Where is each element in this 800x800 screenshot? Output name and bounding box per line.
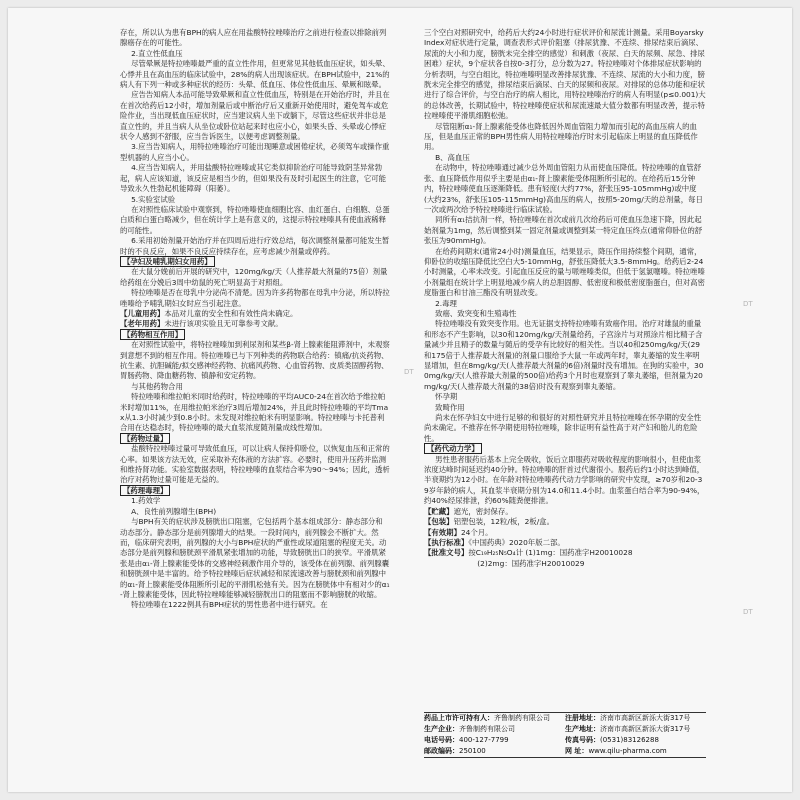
- paragraph: 在对照性临床试验中观察到，特拉唑嗪使血细胞比容、血红蛋白、白细胞、总蛋白质和白蛋白略减少，但在统计学上是有意义的，这提示特拉唑嗪具有使血液稀释的可能性。: [120, 204, 390, 235]
- heading-label: 【孕妇及哺乳期妇女用药】: [120, 256, 215, 267]
- paragraph: 在对照性试验中，将特拉唑嗪加到利尿剂和某些β-肾上腺素能阻滞剂中，未观察到意想不到的相互作用。特拉唑嗪已与下列种类的药物联合给药：镇痛/抗炎药物、抗生素、抗胆碱能/拟交感神经药物、抗痛风药物、心血管药物、皮质类固醇药物、胃肠药物、降血糖药物、镇静和安定药物。: [120, 340, 390, 381]
- paragraph: 3.应当告知病人，用特拉唑嗪治疗可能出现睡意或困倦症状，必须驾车或操作重型机器的人应当小心。: [120, 142, 390, 162]
- phone-field: [424, 735, 565, 746]
- leaflet-sheet: [8, 8, 792, 792]
- paragraph: 男性患者服药后基本上完全吸收，饭后立即服药对吸收程度的影响很小，但使血浆浓度达峰时间延迟约40分钟。特拉唑嗪的肝首过代谢很小。服药后约1小时达到峰值，半衰期约为12小时。在年龄对特拉唑嗪药代动力学影响的研究中发现，≥70岁和20-39岁年龄的病人，其血浆半衰期分别为14.0和11.4小时。血浆蛋白结合率为90-94%，约40%经尿排泄，约60%随粪便排泄。: [424, 454, 705, 506]
- paragraph: 盐酸特拉唑嗪过量可导致低血压，可以让病人保持仰卧位，以恢复血压和正常的心率。如果该方法无效，应采取补充体液的方法扩容。必要时，使用升压药并监测和维持肾功能。实验室数据表明，特拉唑嗪的血浆结合率为90～94%；因此，透析治疗对药物过量可能是无益的。: [120, 444, 390, 485]
- section-heading-pharmacokinetics: [424, 444, 706, 454]
- subheading-hypotension: 2.直立性低血压: [131, 48, 183, 58]
- heading-storage: 【贮藏】: [424, 506, 454, 516]
- paragraph: 6.采用初始剂量开始治疗并在四周后进行疗效总结，每次调整剂量都可能发生暂时的不良反应，如果不良反应持续存在，应考虑减少剂量或停药。: [120, 236, 390, 256]
- phone-value: 400-127-7799: [459, 736, 509, 744]
- paragraph: 与BPH有关的症状涉及膀胱出口阻塞，它包括两个基本组成部分：静态部分和动态部分。静态部分是前列腺增大的结果。一段时间内，前列腺会不断扩大。然而，临床研究表明，前列腺的大小与BPH症状的严重性或尿道阻塞的程度无关。动态部分是前列腺和膀胱颈平滑肌紧张增加的功能，导致膀胱出口的狭窄。平滑肌紧张是由α₁-肾上腺素能受体的交感神经刺激作用介导的，该受体在前列腺、前列腺囊和膀胱颈中是丰富的。给予特拉唑嗪后症状减轻和尿流速改善与膀胱颈和前列腺中的α₁-肾上腺素能受体阻断所引起的平滑肌松弛有关。因为在膀胱体中有相对少的α₁-肾上腺素能受体，因此特拉唑嗪能够减轻膀胱出口的阻塞而不影响膀胱的收缩。: [120, 517, 390, 599]
- website-field: [565, 746, 706, 757]
- fax-field: [565, 735, 706, 746]
- scan-mark: DT: [743, 608, 753, 616]
- section-heading-interactions: [120, 330, 390, 340]
- scan-mark: DT: [743, 300, 753, 308]
- prod-address-label: 生产地址：: [565, 725, 600, 733]
- subheading-bph: A、良性前列腺增生(BPH): [131, 506, 217, 516]
- reg-address-label: 注册地址：: [565, 714, 600, 722]
- subheading-carcinogenesis: 致癌、致突变和生殖毒性: [435, 308, 517, 318]
- left-column: [120, 28, 390, 611]
- storage-text: 遮光，密封保存。: [453, 506, 513, 516]
- prod-address-value: 济南市高新区新泺大街317号: [600, 725, 691, 733]
- paragraph: 特拉唑嗪没有致突变作用。也无证据支持特拉唑嗪有致癌作用。治疗对雄鼠的重量和形态不产生影响，以30和120mg/kg/天剂量给药，子宫涂片与对照涂片相比精子含量减少并且精子的数量与随后的受孕有比较好的相关性。当以40和250mg/kg/天(29和175倍于人推荐最大剂量)的剂量口服给予大鼠一年或两年时，睾丸萎缩的发生率明显增加，但在8mg/kg/天(人推荐最大剂量的6倍)剂量时没有增加。在狗的实验中，300mg/kg/天(人推荐最大剂量的500倍)给药3个月时也观察到了睾丸萎缩，但剂量为20mg/kg/天(人推荐最大剂量的38倍)时没有观察到睾丸萎缩。: [424, 319, 704, 391]
- reg-address-field: [565, 713, 706, 724]
- package-section: [424, 517, 706, 527]
- maker-value: 齐鲁制药有限公司: [459, 725, 515, 733]
- paragraph: 在给药间期末(通常24小时)测量血压，结果显示，降压作用持续整个间期，通常，仰卧位的收缩压降低比空白大5-10mmHg，舒张压降低大3.5-8mmHg。给药后2-24小时测量，心率未改变。引起血压反应的量与哌唑嗪类似，但低于氢氯噻嗪。特拉唑嗪小剂量组在统计学上明显地减少病人的总胆固醇、低密度和极低密度脂蛋白，但对高密度脂蛋白和甘油三酯没有明显改变。: [424, 246, 705, 298]
- holder-value: 齐鲁制药有限公司: [494, 714, 550, 722]
- subheading-hypertension: B、高血压: [435, 152, 470, 162]
- subheading-efficacy: 1.药效学: [131, 496, 161, 506]
- approval-line-2: (2)2mg：国药准字H20010029: [477, 558, 585, 568]
- children-section: [120, 309, 390, 319]
- subheading-toxicology: 2.毒理: [435, 298, 457, 308]
- footer-row: [424, 724, 706, 735]
- paragraph: 尽管晕厥是特拉唑嗪最严重的直立性作用，但更常见其他低血压症状，如头晕、心悸并且在高血压的临床试验中，28%的病人出现该症状。在BPH试验中，21%的病人有下列一种或多种症状的经历：头晕、低血压、体位性低血压、晕厥和眩晕。: [120, 59, 390, 90]
- website-value: www.qilu-pharma.com: [588, 747, 667, 755]
- heading-elderly: 【老年用药】: [120, 319, 165, 329]
- paragraph: 特拉唑嗪是否在母乳中分泌尚不清楚。因为许多药物都在母乳中分泌，所以特拉唑嗪给予哺乳期妇女时应当引起注意。: [120, 288, 390, 308]
- holder-label: 药品上市许可持有人：: [424, 714, 494, 722]
- paragraph: 尽管阻断α₁-肾上腺素能受体也降低因外周血管阻力增加而引起的高血压病人的血压，但是血压正常的BPH男性病人用特拉唑嗪治疗时未引起临床上明显的血压降低作用。: [424, 121, 698, 152]
- website-label: 网 址：: [565, 747, 589, 755]
- paragraph: 在动物中，特拉唑嗪通过减少总外周血管阻力从而使血压降低。特拉唑嗪的血管舒张、血压降低作用似乎主要是由α₁-肾上腺素能受体阻断所引起的。在给药后15分钟内，特拉唑嗪使血压逐渐降低。患有轻度(大约77%，舒张压95-105mmHg)或中度(大约23%，舒张压105-115mmHg)高血压的病人，按照5-20mg/天的总剂量，每日一次或两次给予特拉唑嗪进行临床试验。: [424, 163, 703, 214]
- postcode-value: 250100: [459, 747, 486, 755]
- postcode-label: 邮政编码：: [424, 747, 459, 755]
- right-column: [424, 28, 706, 569]
- prod-address-field: [565, 724, 706, 735]
- maker-label: 生产企业：: [424, 725, 459, 733]
- paragraph: 特拉唑嗪和维拉帕米同时给药时，特拉唑嗪的平均AUC0-24在首次给予维拉帕米时增加11%，在用维拉帕米治疗3周后增加24%，并且此时特拉唑嗪的平均Tmax从1.3小时减少到0.8小时。未发现对维拉帕米有明显影响。特拉唑嗪与卡托普利合用在达稳态时，特拉唑嗪的最大血浆浓度随剂量成线性增加。: [120, 392, 389, 433]
- section-heading-pharmacology: [120, 486, 390, 496]
- validity-section: [424, 528, 706, 538]
- paragraph: 尚未在怀孕妇女中进行足够的和很好的对照性研究并且特拉唑嗪在怀孕期的安全性尚未确定。不推荐在怀孕期使用特拉唑嗪，除非证明有益性高于对产妇和胎儿的危险性。: [424, 413, 702, 443]
- paragraph: 应告告知病人本品可能导致晕厥和直立性低血压，特别是在开始治疗时，并且在在首次给药后12小时，增加剂量后或中断治疗后又重新开始使用时，避免驾车或危险作业，当出现低血压症状时，应当建议病人坐下或躺下，尽管这些症状并非总是直立性的，并且当病人从坐位或卧位站起来时也应小心，如果头昏、头晕或心悸症状令人感到不舒服，应当告诉医生，以便考虑调整剂量。: [120, 90, 390, 142]
- footer-row: [424, 713, 706, 724]
- paragraph: 同所有α₁拮抗剂一样，特拉唑嗪在首次或前几次给药后可使血压急速下降，因此起始剂量为1mg，然后调整到某一固定剂量或调整到某一特定血压终点(通常仰卧位的舒张压为90mmHg)。: [424, 215, 703, 246]
- holder-field: [424, 713, 565, 724]
- storage-section: [424, 507, 706, 517]
- postcode-field: [424, 746, 565, 757]
- subheading-other-drugs: 与其他药物合用: [131, 381, 183, 391]
- package-text: 铝塑包装，12粒/板，2板/盒。: [453, 517, 554, 527]
- footer-row: [424, 735, 706, 746]
- heading-label: 【药代动力学】: [424, 443, 482, 454]
- paragraph: 三个空白对照研究中，给药后大约24小时进行症状评价和尿流计测量。采用Boyarsky Index对症状进行定量，调查表形式评价阻塞（排尿犹豫、不连续、排尿结束后滴尿、尿流的大小和力度，膀胱未完全排空的感觉）和刺激（夜尿、白天的尿频、尿急、排尿困难）症状，9个症状各自按0-3打分，总分数为27。特拉唑嗪对个体排尿症状影响的分析表明，与空白组比，特拉唑嗪明显改善排尿犹豫、不连续、尿流的大小和力度，膀胱未完全排空的感觉，排尿结束后滴尿、白天的尿频和夜尿。对排尿的总体功能和症状进行了综合评价，与空白治疗的病人相比，用特拉唑嗪治疗的病人有明显(p≤0.001)大的总体改善，长期试验中，特拉唑嗪使症状和尿流速最大值分数都有明显改善，提示特拉唑嗪使平滑肌细胞松弛。: [424, 28, 706, 121]
- standard-section: [424, 538, 706, 548]
- children-text: 本品对儿童的安全性和有效性尚未确定。: [164, 308, 298, 318]
- section-heading-overdose: [120, 434, 390, 444]
- heading-label: 【药理毒理】: [120, 485, 170, 496]
- heading-children: 【儿童用药】: [120, 308, 165, 318]
- heading-package: 【包装】: [424, 517, 454, 527]
- footer-row: [424, 746, 706, 757]
- paragraph: 在大鼠分娩前后开展的研究中，120mg/kg/天（人推荐最大剂量的75倍）剂量给药组在分娩后3周中幼鼠的死亡明显高于对照组。: [120, 267, 388, 287]
- subheading-lab-tests: 5.实验室试验: [131, 194, 176, 204]
- fax-label: 传真号码：: [565, 736, 600, 744]
- heading-standard: 【执行标准】: [424, 537, 469, 547]
- fax-value: (0531)83126288: [600, 736, 659, 744]
- manufacturer-info: [424, 712, 706, 758]
- maker-field: [424, 724, 565, 735]
- section-heading-pregnancy: [120, 257, 390, 267]
- approval-section: [424, 548, 706, 558]
- validity-text: 24个月。: [460, 527, 493, 537]
- heading-validity: 【有效期】: [424, 527, 461, 537]
- subheading-pregnancy: 怀孕期: [435, 392, 458, 402]
- phone-label: 电话号码：: [424, 736, 459, 744]
- reg-address-value: 济南市高新区新泺大街317号: [600, 714, 691, 722]
- heading-approval: 【批准文号】: [424, 548, 469, 558]
- elderly-text: 未进行该项实验且无可靠参考文献。: [164, 319, 283, 329]
- approval-text-1: 按C₁₉H₂₅N₅O₄计 (1)1mg：国药准字H20010028: [468, 548, 633, 558]
- standard-text: 《中国药典》2020年版二部。: [468, 537, 565, 547]
- scan-mark: DT: [404, 368, 414, 376]
- paragraph: 4.应当告知病人，并用盐酸特拉唑嗪或其它类似抑阶治疗可能导致阴茎异常勃起，病人应该知道，该反应是相当少的，但如果没有及时引起医生的注意，它可能导致永久性勃起机能障碍（阳萎）。: [120, 163, 387, 194]
- heading-label: 【药物过量】: [120, 433, 170, 444]
- paragraph: 存在，所以认为患有BPH的病人应在用盐酸特拉唑嗪治疗之前进行检查以排除前列腺癌存在的可能性。: [120, 28, 387, 48]
- heading-label: 【药物相互作用】: [120, 329, 185, 340]
- subheading-teratogenic: 致畸作用: [435, 402, 465, 412]
- paragraph: 特拉唑嗪在1222例具有BPH症状的男性患者中进行研究。在: [131, 600, 328, 610]
